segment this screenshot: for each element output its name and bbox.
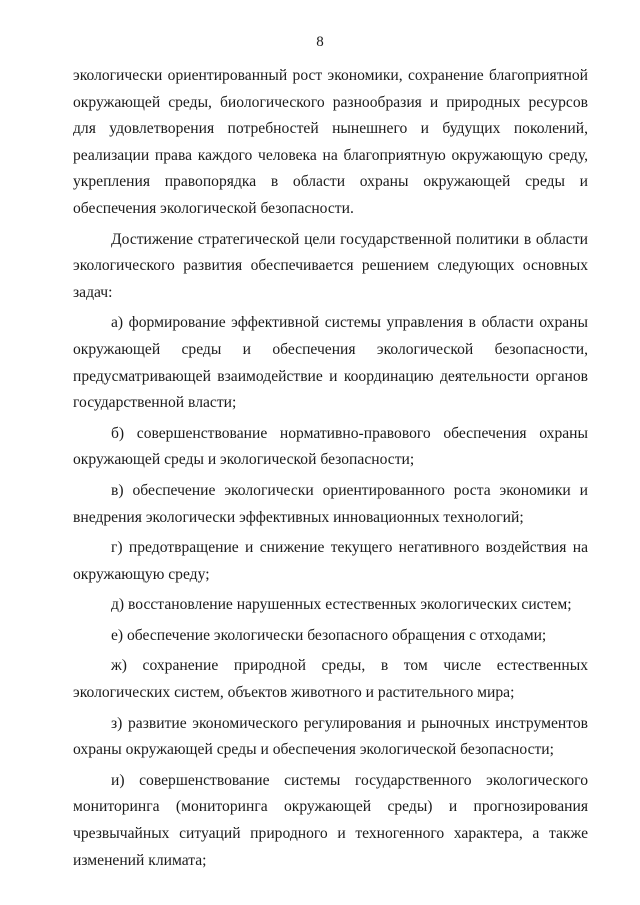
list-item-z: з) развитие экономического регулирования и рыночных инструментов охраны окружающей среды и обеспечения экологической безопасности; bbox=[73, 714, 588, 759]
list-item-v: в) обеспечение экологически ориентированного роста экономики и внедрения экологически эффективных инновационных технологий; bbox=[73, 481, 588, 526]
list-item-g: г) предотвращение и снижение текущего негативного воздействия на окружающую среду; bbox=[73, 539, 588, 583]
list-item-a: а) формирование эффективной системы управления в области охраны окружающей среды и обеспечения экологической безопасности, предусматривающей взаимодействие и координацию деятельности органов государственной власти; bbox=[73, 314, 588, 412]
list-item-e: е) обеспечение экологически безопасного обращения с отходами; bbox=[111, 626, 547, 644]
list-item-i: и) совершенствование системы государственного экологического мониторинга (мониторинга окружающей среды) и прогнозирования чрезвычайных ситуаций природного и техногенного характера, а также изменений климата; bbox=[73, 771, 588, 869]
paragraph-tasks-intro: Достижение стратегической цели государственной политики в области экологического развития обеспечивается решением следующих основных задач: bbox=[73, 230, 588, 301]
page-number: 8 bbox=[316, 34, 324, 50]
list-item-b: б) совершенствование нормативно-правового обеспечения охраны окружающей среды и экологической безопасности; bbox=[73, 424, 588, 469]
document-body bbox=[73, 63, 588, 878]
paragraph-continuation: экологически ориентированный рост экономики, сохранение благоприятной окружающей среды, биологического разнообразия и природных ресурсов для удовлетворения потребностей нынешнего и будущих поколений, реализации права каждого человека на благоприятную окружающую среду, укрепления правопорядка в области охраны окружающей среды и обеспечения экологической безопасности. bbox=[73, 67, 588, 217]
list-item-zh: ж) сохранение природной среды, в том числе естественных экологических систем, объектов животного и растительного мира; bbox=[73, 657, 588, 702]
list-item-d: д) восстановление нарушенных естественных экологических систем; bbox=[111, 596, 572, 614]
